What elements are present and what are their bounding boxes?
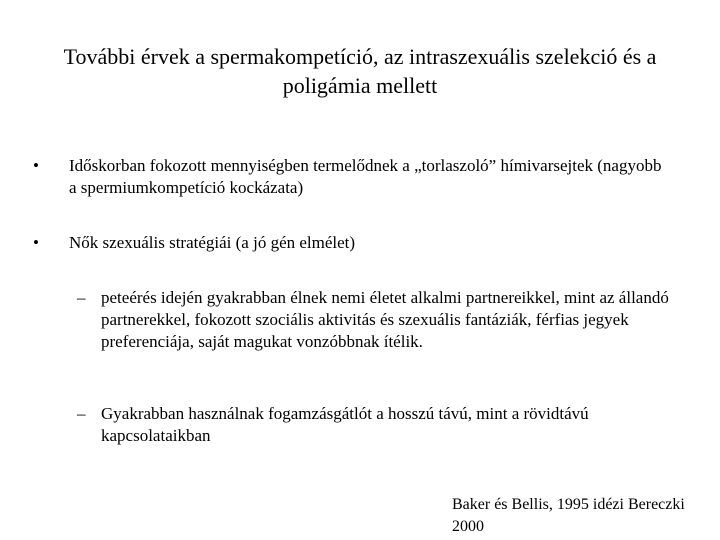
citation: Baker és Bellis, 1995 idézi Bereczki 2000: [452, 496, 685, 535]
subbullet-text: Gyakrabban használnak fogamzásgátlót a hosszú távú, mint a rövidtávú kapcsolataikban: [101, 404, 589, 445]
bullet-text: Nők szexuális stratégiái (a jó gén elmélet): [69, 233, 356, 252]
subbullet-marker: –: [77, 404, 86, 423]
subbullet-item-2: [77, 403, 697, 447]
subbullet-marker: –: [77, 288, 86, 307]
bullet-marker: •: [33, 156, 39, 175]
bullet-item-1: [33, 155, 673, 199]
bullet-item-2: [33, 232, 673, 254]
bullet-marker: •: [33, 233, 39, 252]
slide-title: További érvek a spermakompetíció, az intraszexuális szelekció és a poligámia mellett: [63, 44, 657, 98]
subbullet-text: peteérés idején gyakrabban élnek nemi életet alkalmi partnereikkel, mint az állandó partnerekkel, fokozott szociális aktivitás és szexuális fantáziák, férfias jegyek preferenciája, saját magukat vonzóbbnak ítélik.: [101, 288, 669, 351]
subbullet-item-1: [77, 287, 697, 353]
bullet-text: Időskorban fokozott mennyiségben termelődnek a „torlaszoló” hímivarsejtek (nagyobb a spermiumkompetíció kockázata): [69, 156, 662, 197]
